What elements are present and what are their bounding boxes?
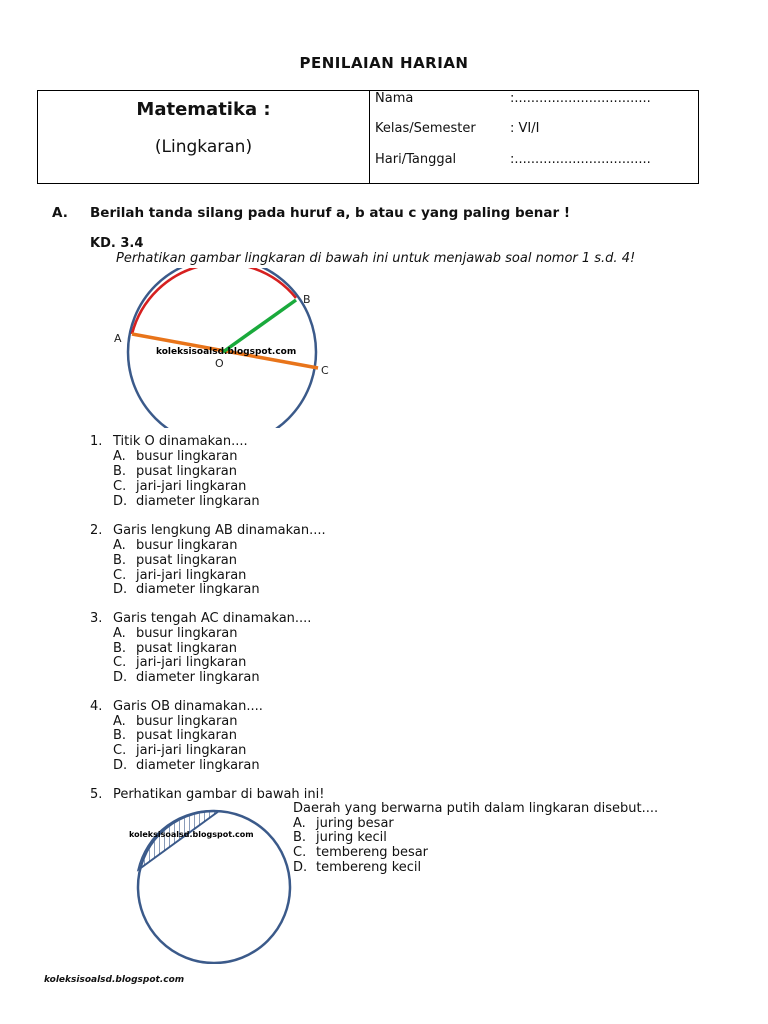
option-label[interactable]: C. [293, 845, 307, 860]
option-text[interactable]: diameter lingkaran [136, 758, 260, 773]
option-text[interactable]: jari-jari lingkaran [136, 568, 247, 583]
option-text[interactable]: pusat lingkaran [136, 728, 237, 743]
option-text[interactable]: tembereng besar [316, 845, 429, 860]
label-a: A [114, 332, 122, 345]
option-text[interactable]: busur lingkaran [136, 538, 238, 553]
subject-topic: (Lingkaran) [154, 137, 253, 157]
option-label[interactable]: C. [113, 655, 127, 670]
question-text: Garis lengkung AB dinamakan.... [113, 523, 326, 538]
section-instruction: Berilah tanda silang pada huruf a, b atau c yang paling benar ! [90, 205, 571, 221]
option-label[interactable]: A. [113, 714, 126, 729]
question-text: Garis OB dinamakan.... [113, 699, 263, 714]
option-label[interactable]: D. [113, 758, 128, 773]
option-label[interactable]: C. [113, 743, 127, 758]
option-text[interactable]: pusat lingkaran [136, 641, 237, 656]
option-label[interactable]: D. [113, 670, 128, 685]
field-value-kelas: : VI/I [510, 121, 540, 136]
option-text[interactable]: juring kecil [316, 830, 387, 845]
option-text[interactable]: jari-jari lingkaran [136, 743, 247, 758]
option-text[interactable]: jari-jari lingkaran [136, 479, 247, 494]
label-o: O [215, 357, 224, 370]
field-value-tanggal[interactable]: :................................. [510, 152, 651, 167]
subject-title: Matematika : [136, 99, 271, 120]
option-label[interactable]: B. [113, 464, 127, 479]
option-label[interactable]: A. [113, 538, 126, 553]
arc-ab [132, 268, 296, 334]
option-label[interactable]: B. [113, 553, 127, 568]
option-label[interactable]: B. [293, 830, 307, 845]
label-c: C [321, 364, 329, 377]
option-text[interactable]: juring besar [316, 816, 394, 831]
question-text: Garis tengah AC dinamakan.... [113, 611, 312, 626]
option-text[interactable]: jari-jari lingkaran [136, 655, 247, 670]
question-number: 2. [90, 523, 103, 538]
field-label-tanggal: Hari/Tanggal [375, 152, 457, 167]
field-label-kelas: Kelas/Semester [375, 121, 476, 136]
field-label-nama: Nama [375, 91, 414, 106]
question-text: Perhatikan gambar di bawah ini! [113, 787, 325, 802]
option-text[interactable]: busur lingkaran [136, 449, 238, 464]
watermark-figure2: koleksisoalsd.blogspot.com [129, 830, 254, 839]
option-text[interactable]: tembereng kecil [316, 860, 422, 875]
question-number: 1. [90, 434, 103, 449]
page-title: PENILAIAN HARIAN [299, 54, 469, 72]
field-value-nama[interactable]: :................................. [510, 91, 651, 106]
option-label[interactable]: A. [293, 816, 306, 831]
option-label[interactable]: D. [293, 860, 308, 875]
section-letter: A. [52, 205, 68, 221]
question-number: 3. [90, 611, 103, 626]
figure-note: Perhatikan gambar lingkaran di bawah ini untuk menjawab soal nomor 1 s.d. 4! [116, 251, 636, 266]
question-number: 5. [90, 787, 103, 802]
kd-label: KD. 3.4 [90, 236, 144, 251]
option-label[interactable]: A. [113, 449, 126, 464]
option-text[interactable]: pusat lingkaran [136, 464, 237, 479]
option-text[interactable]: diameter lingkaran [136, 582, 260, 597]
option-label[interactable]: D. [113, 494, 128, 509]
option-text[interactable]: pusat lingkaran [136, 553, 237, 568]
option-text[interactable]: diameter lingkaran [136, 670, 260, 685]
label-b: B [303, 293, 311, 306]
header-divider [369, 91, 370, 183]
watermark-figure1: koleksisoalsd.blogspot.com [156, 347, 297, 357]
option-label[interactable]: B. [113, 728, 127, 743]
header-table [37, 90, 699, 184]
option-label[interactable]: B. [113, 641, 127, 656]
question-number: 4. [90, 699, 103, 714]
option-text[interactable]: busur lingkaran [136, 626, 238, 641]
radius-ob [223, 300, 296, 352]
segment-diagram [124, 808, 294, 964]
question-prompt: Daerah yang berwarna putih dalam lingkaran disebut.... [293, 801, 659, 816]
option-text[interactable]: diameter lingkaran [136, 494, 260, 509]
option-label[interactable]: C. [113, 479, 127, 494]
option-label[interactable]: D. [113, 582, 128, 597]
option-label[interactable]: A. [113, 626, 126, 641]
footer-watermark: koleksisoalsd.blogspot.com [44, 975, 185, 985]
circle-diagram [108, 268, 348, 428]
question-text: Titik O dinamakan.... [113, 434, 248, 449]
option-label[interactable]: C. [113, 568, 127, 583]
option-text[interactable]: busur lingkaran [136, 714, 238, 729]
